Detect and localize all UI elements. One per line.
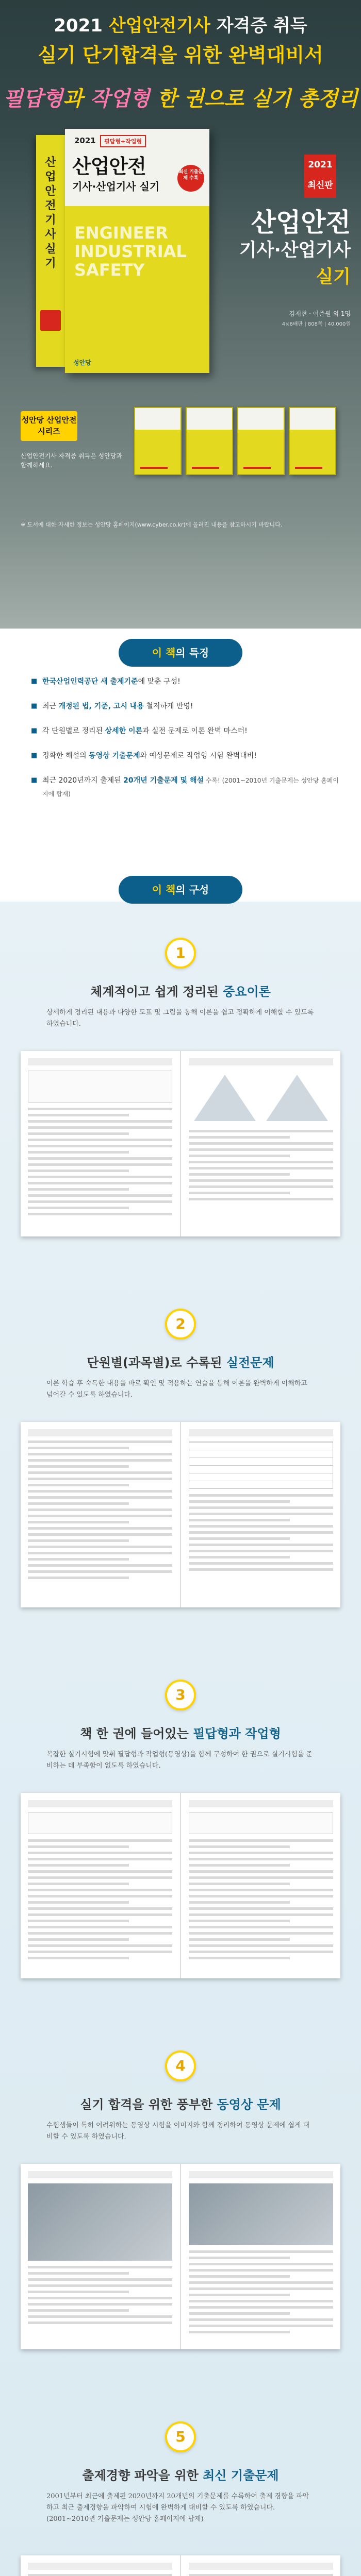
- page-line: [189, 2263, 333, 2265]
- page-line: [189, 1944, 333, 1947]
- feature-item: [31, 675, 340, 688]
- feature-text: 각 단원별로 정리된: [42, 727, 105, 735]
- page-line: [189, 1852, 333, 1854]
- page-line: [189, 2294, 290, 2296]
- page-line: [28, 1471, 172, 1474]
- page-line: [28, 1907, 172, 1910]
- feature-item: [31, 749, 340, 762]
- page-line: [189, 2325, 333, 2327]
- feature-text: 와 예상문제로 작업형 시험 완벽대비!: [140, 752, 257, 760]
- page-line: [28, 2266, 172, 2268]
- spread-gutter: [180, 2164, 181, 2349]
- page-line: [28, 1913, 172, 1916]
- section-heading: [21, 2465, 340, 2483]
- page-line: [28, 1527, 172, 1530]
- sample-page-left: [28, 1800, 172, 1970]
- series-book-1: [134, 407, 182, 475]
- page-line: [28, 1515, 172, 1517]
- page-line: [189, 1864, 290, 1867]
- page-line: [28, 1176, 172, 1178]
- page-line: [28, 1839, 172, 1842]
- heading-text: 출제경향 파악을 위한: [82, 2468, 203, 2483]
- heading-highlight: 최신 기출문제: [203, 2468, 279, 2483]
- page-line: [189, 2281, 333, 2284]
- page-diagram: [194, 1075, 256, 1121]
- book-subtitle: 기사·산업기사: [239, 240, 351, 261]
- sample-spread: [21, 2555, 340, 2576]
- page-line: [28, 1889, 172, 1891]
- cover-year: 2021: [74, 136, 96, 145]
- page-line: [28, 1926, 172, 1928]
- hero-headline: [0, 11, 361, 37]
- page-line: [189, 1136, 290, 1139]
- page-line: [28, 1447, 129, 1449]
- page-line: [28, 1213, 172, 1215]
- page-line: [189, 1556, 290, 1558]
- sample-spread: [21, 2164, 340, 2349]
- feature-highlight: 한국산업인력공단 새 출제기준: [42, 677, 138, 686]
- page-line: [189, 1889, 333, 1891]
- section-number: 1: [165, 938, 196, 969]
- series-book-3: [237, 407, 285, 475]
- sample-spread: [21, 1793, 340, 1978]
- page-line: [28, 1163, 172, 1166]
- page-line: [189, 1185, 333, 1188]
- section-description: 수험생들이 특히 어려워하는 동영상 시험을 이미지와 함께 정리하여 동영상 문제에 쉽게 대비할 수 있도록 하였습니다.: [46, 2122, 310, 2141]
- section-heading: [21, 1723, 340, 1741]
- watermark-line: SAFETY: [74, 260, 145, 280]
- page-line: [28, 1564, 172, 1567]
- page-line: [189, 1537, 290, 1540]
- spread-gutter: [180, 1051, 181, 1236]
- page-line: [28, 1944, 172, 1947]
- page-block: [28, 1071, 172, 1103]
- page-line: [28, 1870, 172, 1873]
- page-line: [189, 1870, 333, 1873]
- feature-text: 과 실전 문제로 이론 완벽 마스터!: [142, 727, 248, 735]
- page-line: [189, 2300, 333, 2302]
- sample-page-right: [189, 1058, 333, 1228]
- page-line: [28, 1864, 129, 1867]
- page-line: [189, 2287, 333, 2290]
- heading-text: 의 특징: [175, 647, 209, 659]
- series-block: [21, 402, 340, 520]
- page-line: [189, 1525, 333, 1528]
- page-line: [28, 1951, 172, 1953]
- page-line: [28, 1453, 172, 1455]
- section-description: 이론 학습 후 숙독한 내용을 바로 확인 및 적용하는 연습을 통해 이론을 완벽하게 이해하고 넘어갈 수 있도록 하였습니다.: [46, 1380, 307, 1399]
- page-line: [189, 1562, 333, 1565]
- page-line: [28, 2309, 129, 2312]
- heading-highlight: 이 책: [152, 647, 176, 659]
- watermark-line: INDUSTRIAL: [74, 242, 187, 261]
- page-line: [189, 1148, 333, 1151]
- page-header: [28, 2563, 172, 2570]
- series-book-2: [186, 407, 233, 475]
- page-line: [28, 1194, 172, 1197]
- heading-text: 단원별(과목별)로 수록된: [87, 1355, 226, 1370]
- section-heading: [21, 2094, 340, 2112]
- page-line: [28, 1932, 172, 1935]
- heading-highlight: 이 책: [152, 884, 176, 896]
- page-line: [28, 1459, 172, 1462]
- page-line: [189, 2275, 290, 2278]
- page-line: [28, 1126, 172, 1129]
- page-line: [189, 1845, 290, 1848]
- page-line: [28, 2272, 129, 2275]
- spine-logo: [40, 310, 61, 331]
- page-line: [189, 2331, 290, 2333]
- page-line: [189, 1901, 290, 1904]
- page-line: [28, 1883, 129, 1885]
- tagline-and: 과: [62, 87, 90, 111]
- section-heading: [21, 981, 340, 999]
- page-line: [189, 1513, 333, 1515]
- page-line: [28, 1876, 172, 1879]
- page-header: [189, 2563, 333, 2570]
- feature-text: 수록! (2001~2010년 기출문제는 성안당 홈페이지에 탑재): [42, 777, 339, 798]
- feature-highlight: 상세한 이론: [105, 727, 143, 735]
- page-line: [28, 2284, 172, 2287]
- section-number: 4: [165, 2050, 196, 2081]
- page-line: [28, 1558, 129, 1561]
- section-number: 2: [165, 1309, 196, 1340]
- hero-suffix: 자격증 취득: [210, 15, 307, 36]
- section-number: 5: [165, 2421, 196, 2452]
- cover-badge: 최신 기출문제 수록: [177, 165, 204, 192]
- page-line: [28, 2297, 172, 2299]
- feature-text: 정확한 해설의: [42, 752, 89, 760]
- heading-highlight: 필답형과 작업형: [193, 1726, 281, 1741]
- page-line: [189, 1173, 290, 1176]
- section-number: 3: [165, 1680, 196, 1710]
- page-line: [189, 1130, 333, 1132]
- page-line: [28, 1188, 129, 1191]
- page-line: [28, 1484, 129, 1486]
- hero-subheadline: 실기 단기합격을 위한 완벽대비서: [38, 44, 323, 66]
- page-line: [189, 1926, 333, 1928]
- book-title: 산업안전: [251, 208, 351, 238]
- page-photo: [28, 2183, 172, 2261]
- hero-year: 2021: [54, 15, 109, 36]
- page-line: [28, 1120, 172, 1123]
- page-block: [189, 1812, 333, 1834]
- spine-title: 산업안전기사실기: [45, 156, 56, 270]
- page-line: [28, 1182, 172, 1184]
- sample-page-right: [189, 1800, 333, 1970]
- series-note: ※ 도서에 대한 자세한 정보는 성안당 홈페이지(www.cyber.co.kr)에 올려진 내용을 참고하시기 바랍니다.: [21, 521, 283, 528]
- page-line: [189, 2250, 333, 2253]
- page-line: [28, 1546, 172, 1548]
- page-line: [189, 1957, 290, 1959]
- page-line: [28, 1852, 172, 1854]
- page-line: [28, 1145, 172, 1147]
- cover-watermark: [74, 224, 187, 279]
- heading-text: 체계적이고 쉽게 정리된: [90, 985, 223, 999]
- page-line: [28, 2574, 172, 2576]
- tagline-rest: 한 권으로 실기 총정리: [150, 87, 358, 111]
- page-line: [189, 1839, 333, 1842]
- cover-subtitle: 기사·산업기사 실기: [72, 180, 160, 193]
- page-line: [28, 1539, 129, 1542]
- page-header: [189, 1058, 333, 1065]
- page-block: [28, 1812, 172, 1834]
- feature-text: 최근 2020년까지 출제된: [42, 776, 124, 785]
- sample-spread: [21, 1051, 340, 1236]
- page-line: [189, 1506, 333, 1509]
- page-line: [28, 2303, 172, 2306]
- page-line: [189, 1531, 333, 1534]
- page-photo: [189, 2183, 333, 2245]
- page-line: [28, 1895, 172, 1897]
- page-line: [189, 2312, 290, 2315]
- page-line: [28, 1440, 172, 1443]
- page-line: [28, 1496, 172, 1499]
- series-description: 산업안전기사 자격증 취득은 성안당과 함께하세요.: [21, 452, 122, 469]
- spread-gutter: [180, 1422, 181, 1607]
- page-header: [189, 2171, 333, 2178]
- section-heading: [21, 1352, 340, 1370]
- sample-page-left: [28, 2563, 172, 2576]
- page-line: [28, 1577, 129, 1579]
- page-line: [28, 1108, 172, 1110]
- page-line: [189, 1494, 333, 1497]
- page-line: [28, 1207, 129, 1209]
- heading-highlight: 중요이론: [223, 985, 271, 999]
- page-line: [28, 1938, 129, 1941]
- page-line: [189, 1858, 333, 1860]
- series-badge: 성안당 산업안전 시리즈: [21, 411, 77, 441]
- book-silgi: 실기: [316, 267, 351, 287]
- hero-cert-name: 산업안전기사: [108, 15, 210, 36]
- heading-text: 책 한 권에 들어있는: [80, 1726, 193, 1741]
- feature-item: [31, 774, 340, 801]
- page-line: [189, 1500, 290, 1503]
- feature-highlight: 동영상 기출문제: [89, 752, 140, 760]
- feature-text: 최근: [42, 702, 59, 710]
- page-line: [189, 1179, 333, 1182]
- tagline-jakeop: 작업형: [90, 87, 150, 111]
- page-line: [189, 1938, 290, 1941]
- page-line: [189, 1876, 333, 1879]
- page-line: [189, 1907, 333, 1910]
- page-line: [189, 1192, 290, 1194]
- page-line: [189, 1550, 333, 1552]
- sample-page-left: [28, 2171, 172, 2341]
- cover-yellow-panel: [65, 206, 209, 373]
- page-line: [189, 1883, 290, 1885]
- features-list: [31, 675, 340, 812]
- page-header: [28, 2171, 172, 2178]
- cover-tag: 필답형+작업형: [100, 135, 146, 147]
- page-header: [189, 1800, 333, 1807]
- sample-page-left: [28, 1058, 172, 1228]
- page-line: [189, 1932, 333, 1935]
- page-line: [28, 1465, 129, 1468]
- page-line: [28, 1845, 129, 1848]
- page-line: [189, 2318, 333, 2321]
- diagram-row: [189, 1070, 333, 1126]
- watermark-line: ENGINEER: [74, 223, 168, 243]
- page-line: [28, 1151, 129, 1154]
- page-line: [189, 1544, 333, 1546]
- page-line: [28, 2315, 172, 2318]
- page-header: [189, 1429, 333, 1436]
- page-table: [189, 1442, 333, 1489]
- spread-gutter: [180, 1793, 181, 1978]
- page-header: [28, 1429, 172, 1436]
- page-header: [28, 1800, 172, 1807]
- page-line: [28, 1490, 172, 1493]
- page-line: [28, 1858, 172, 1860]
- section-description: 상세하게 정리된 내용과 다양한 도표 및 그림을 통해 이론을 쉽고 정확하게 이해할 수 있도록 하였습니다.: [46, 1009, 314, 1028]
- page-line: [28, 1132, 129, 1135]
- page-line: [28, 2278, 172, 2281]
- page-line: [189, 1568, 333, 1571]
- page-line: [28, 1552, 172, 1554]
- page-line: [189, 1920, 290, 1922]
- sample-page-right: [189, 1429, 333, 1599]
- page-line: [28, 2321, 172, 2324]
- edition-year: 2021: [308, 160, 333, 170]
- sample-page-right: [189, 2171, 333, 2341]
- page-line: [28, 1478, 172, 1480]
- tagline-pilgap: 필답형: [3, 87, 63, 111]
- page-line: [28, 1139, 172, 1141]
- page-line: [28, 1920, 129, 1922]
- cover-title: 산업안전: [72, 155, 146, 178]
- edition-badge: [304, 155, 336, 198]
- page-line: [28, 2291, 129, 2293]
- page-line: [28, 1957, 129, 1959]
- book-specs: 4×6배판 | 808쪽 | 40,000원: [282, 321, 351, 327]
- page-diagram: [266, 1075, 328, 1121]
- feature-text: 에 맞춘 구성!: [138, 677, 180, 686]
- heading-highlight: 동영상 문제: [217, 2097, 281, 2112]
- page-line: [189, 1198, 333, 1200]
- page-line: [28, 1901, 129, 1904]
- hero-section: [0, 0, 361, 629]
- book-spine: [36, 135, 66, 367]
- edition-label: 최신판: [307, 180, 333, 191]
- book-author: 김재현 · 이준원 외 1명: [289, 310, 351, 317]
- page-line: [189, 1951, 333, 1953]
- sample-spread: [21, 1422, 340, 1607]
- page-line: [189, 2269, 333, 2272]
- page-line: [189, 2574, 333, 2576]
- feature-highlight: 20개년 기출문제 및 해설: [123, 776, 204, 785]
- page-line: [189, 2306, 333, 2309]
- cover-publisher: 성안당: [73, 359, 91, 366]
- series-book-4: [289, 407, 336, 475]
- hero-tagline: [0, 82, 361, 112]
- page-line: [28, 1200, 172, 1203]
- features-heading: [119, 639, 242, 667]
- heading-text: 의 구성: [175, 884, 209, 896]
- page-line: [28, 1157, 172, 1160]
- sample-page-left: [28, 1429, 172, 1599]
- feature-text: 철저하게 반영!: [143, 702, 193, 710]
- page-line: [189, 1167, 333, 1170]
- section-description: 복잡한 실기시험에 맞춰 필답형과 작업형(동영상)을 함께 구성하여 한 권으로 실기시험을 준비하는 데 부족함이 없도록 하였습니다.: [46, 1751, 313, 1770]
- page-line: [28, 1570, 172, 1573]
- heading-text: 실기 합격을 위한 풍부한: [80, 2097, 217, 2112]
- heading-highlight: 실전문제: [226, 1355, 274, 1370]
- sample-page-right: [189, 2563, 333, 2576]
- page-line: [28, 1509, 172, 1511]
- page-line: [28, 1170, 129, 1172]
- feature-item: [31, 724, 340, 738]
- feature-highlight: 개정된 법, 기준, 고시 내용: [58, 702, 144, 710]
- page-line: [189, 2257, 290, 2259]
- page-line: [189, 1155, 290, 1157]
- page-line: [28, 1533, 172, 1536]
- page-line: [189, 1913, 333, 1916]
- spread-gutter: [180, 2555, 181, 2576]
- feature-item: [31, 700, 340, 713]
- page-line: [189, 1142, 333, 1145]
- page-line: [28, 1114, 129, 1116]
- page-header: [28, 1058, 172, 1065]
- page-line: [189, 1161, 333, 1163]
- page-line: [189, 1895, 333, 1897]
- page-line: [189, 1519, 290, 1521]
- section-description: 2001년부터 최근에 출제된 2020년까지 20개년의 기출문제를 수록하여 출제 경향을 파악하고 최근 출제경향을 파악하여 시험에 완벽하게 대비할 수 있도록 하였습니다. (2001~2010년 기출문제는 성안당 홈페이지에 탑재): [46, 2493, 309, 2523]
- page-line: [28, 1521, 129, 1523]
- book-cover-image: [65, 129, 209, 373]
- page-line: [28, 1502, 129, 1505]
- structure-heading: [119, 876, 242, 904]
